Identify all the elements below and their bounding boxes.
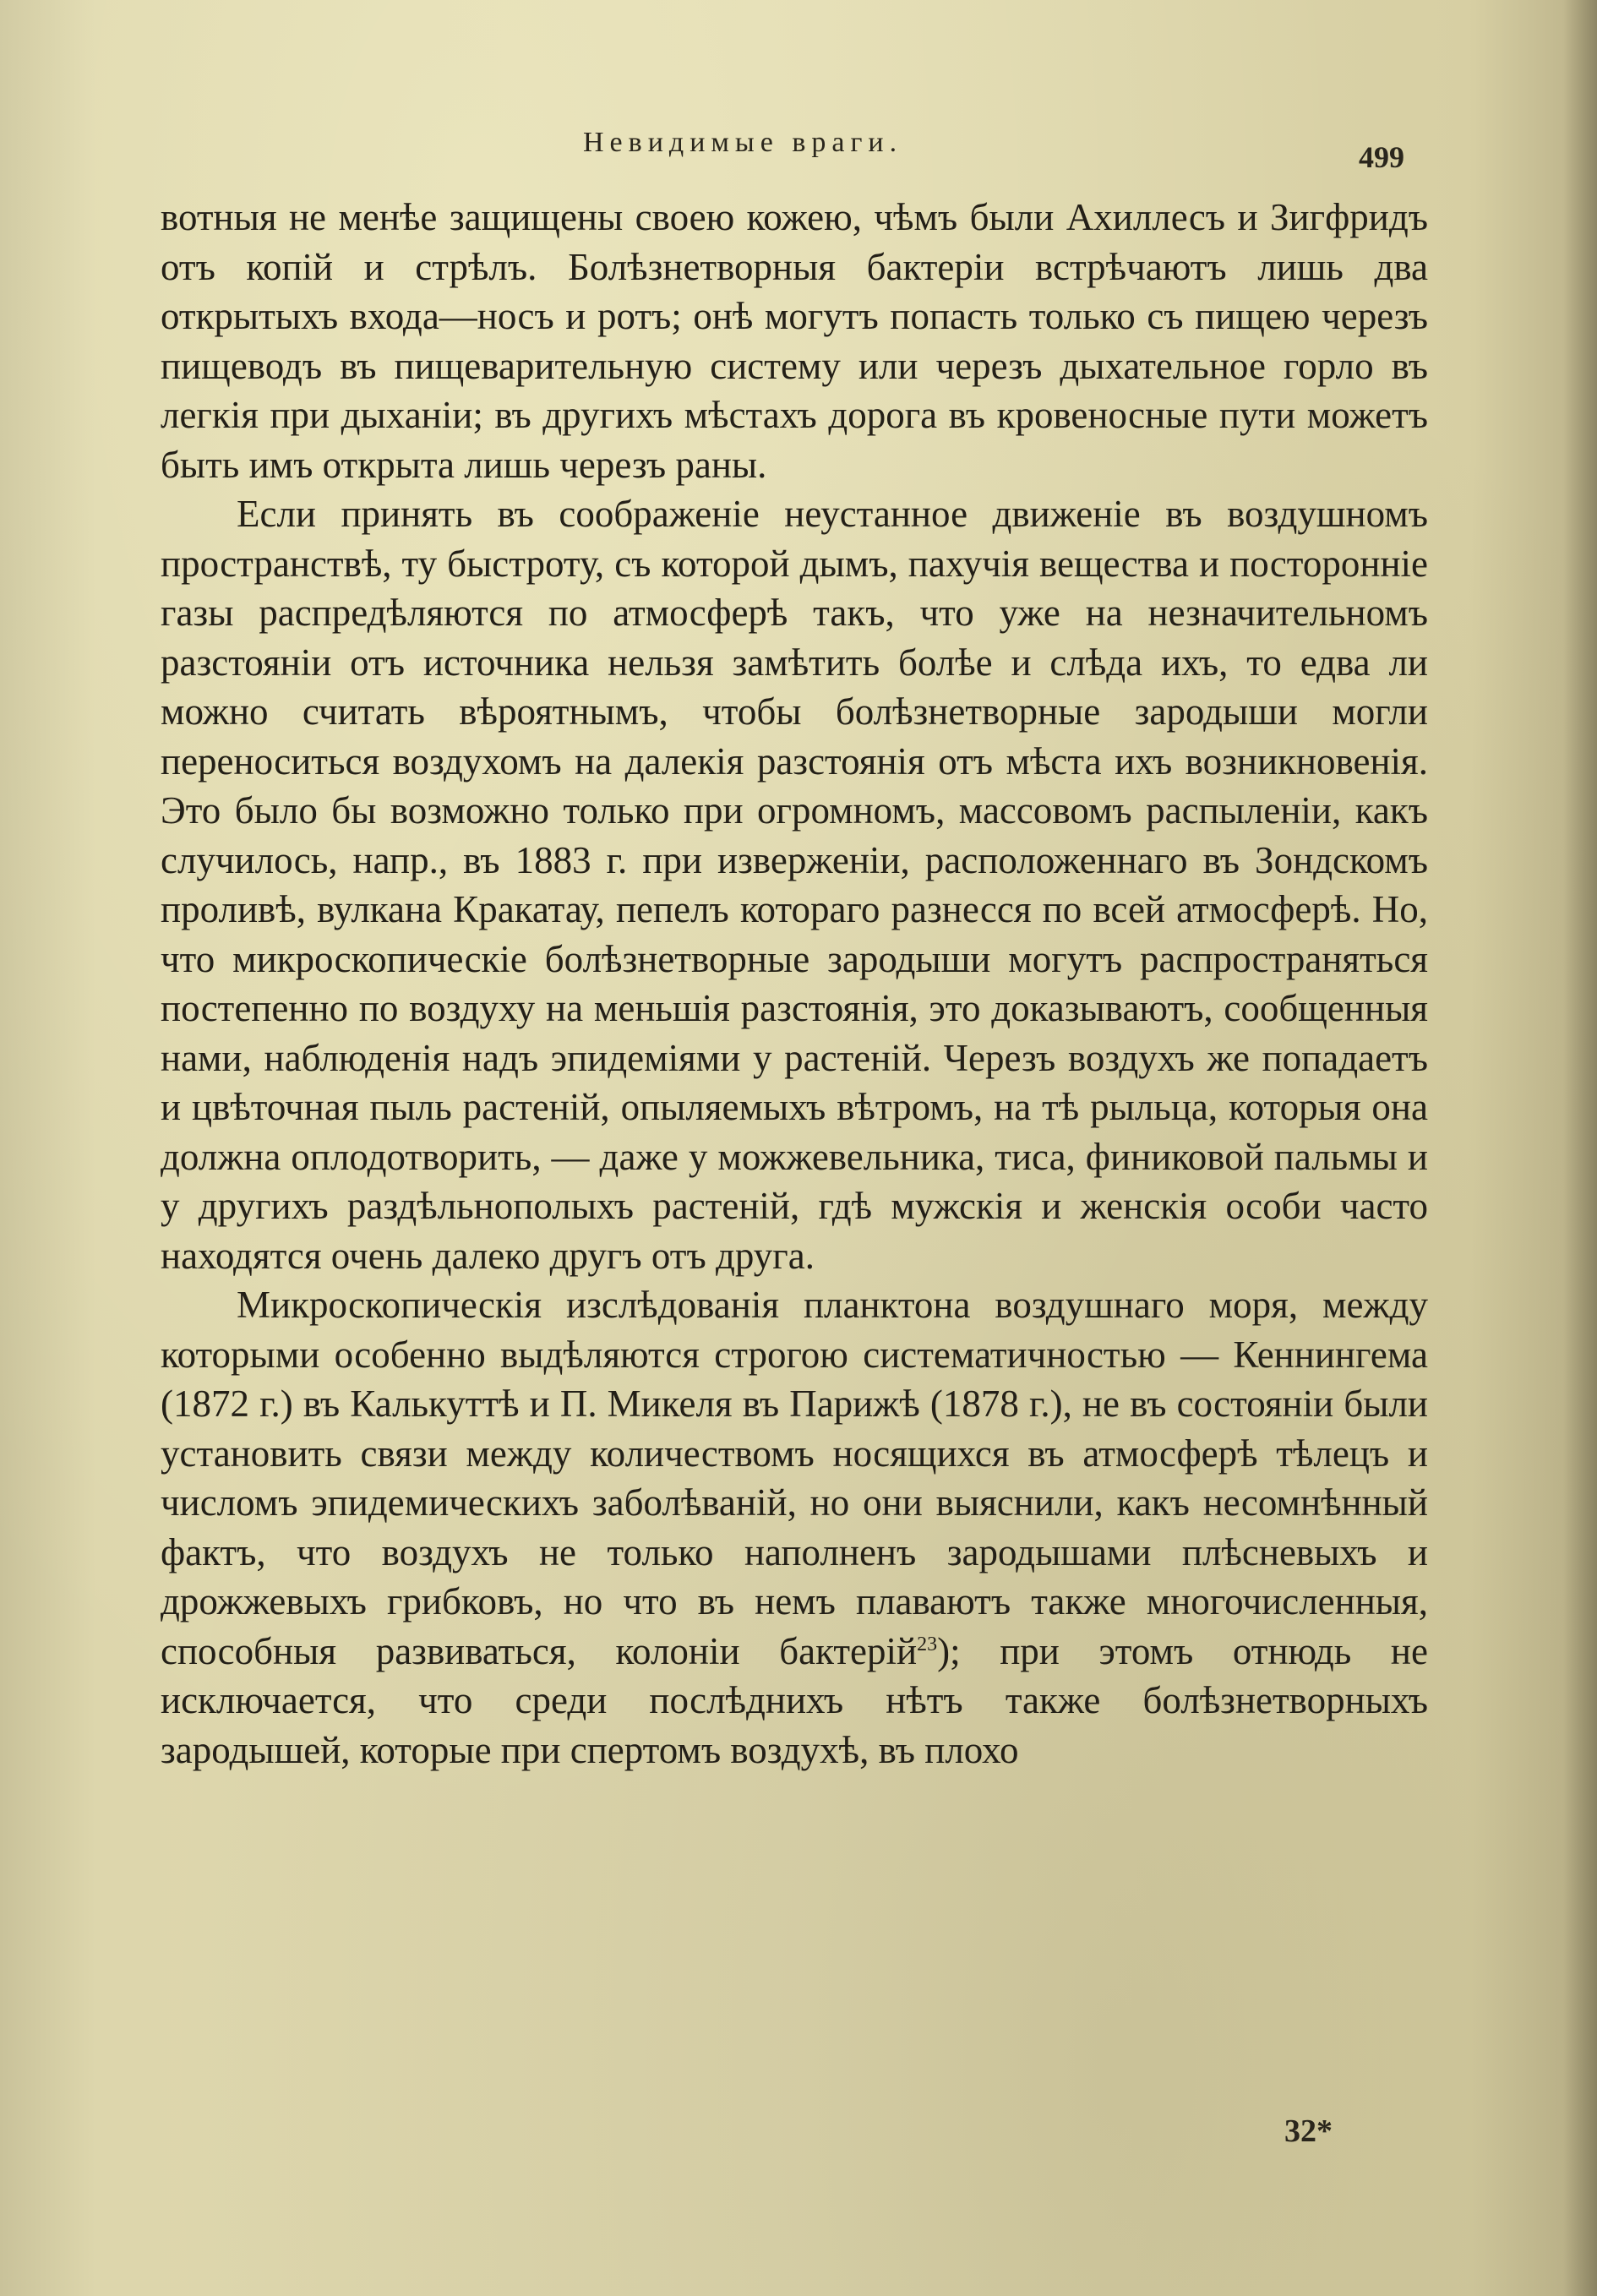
paragraph-1: вотныя не менѣе защищены своею кожею, чѣмъ были Ахиллесъ и Зигфридъ отъ копій и стрѣлъ. Болѣзнетворныя бактеріи встрѣчаютъ лишь два открытыхъ входа—носъ и ротъ; онѣ могутъ попасть только съ пищею черезъ пищеводъ въ пищеварительную систему или черезъ дыхательное горло въ легкія при дыханіи; въ другихъ мѣстахъ дорога въ кровеносные пути можетъ быть имъ открыта лишь черезъ раны. bbox=[161, 196, 1428, 486]
running-title: Невидимые враги. bbox=[583, 127, 903, 158]
paragraph-3 bbox=[161, 1280, 1428, 1775]
page-edge-shadow bbox=[1563, 0, 1597, 2296]
body-text bbox=[161, 193, 1428, 1775]
paragraph-3-text-end: ); при этомъ отнюдь не исключается, что среди послѣднихъ нѣтъ также болѣзнетворныхъ зародышей, которые при спертомъ воздухѣ, въ плохо bbox=[161, 1629, 1428, 1771]
footnote-reference[interactable]: 23 bbox=[917, 1633, 938, 1655]
paragraph-3-text-start: Микроскопическія изслѣдованія планктона воздушнаго моря, между которыми особенно выдѣляются строгою систематичностью — Кеннингема (1872 г.) въ Калькуттѣ и П. Микеля въ Парижѣ (1878 г.), не въ состояніи были установить связи между количествомъ носящихся въ атмосферѣ тѣлецъ и числомъ эпидемическихъ заболѣваній, но они выяснили, какъ несомнѣнный фактъ, что воздухъ не только наполненъ зародышами плѣсневыхъ и дрожжевыхъ грибковъ, но что въ немъ плаваютъ также многочисленныя, способныя развиваться, колоніи бактерій bbox=[161, 1284, 1428, 1672]
paragraph-2: Если принять въ соображеніе неустанное движеніе въ воздушномъ пространствѣ, ту быстроту, съ которой дымъ, пахучія вещества и посторонніе газы распредѣляются по атмосферѣ такъ, что уже на незначительномъ разстояніи отъ источника нельзя замѣтить болѣе и слѣда ихъ, то едва ли можно считать вѣроятнымъ, чтобы болѣзнетворные зародыши могли переноситься воздухомъ на далекія разстоянія отъ мѣста ихъ возникновенія. Это было бы возможно только при огромномъ, массовомъ распыленіи, какъ случилось, напр., въ 1883 г. при изверженіи, расположеннаго въ Зондскомъ проливѣ, вулкана Кракатау, пепелъ котораго разнесся по всей атмосферѣ. Но, что микроскопическіе болѣзнетворные зародыши могутъ распространяться постепенно по воздуху на меньшія разстоянія, это доказываютъ, сообщенныя нами, наблюденія надъ эпидеміями у растеній. Черезъ воздухъ же попадаетъ и цвѣточная пыль растеній, опыляемыхъ вѣтромъ, на тѣ рыльца, которыя она должна оплодотворить, — даже у можжевельника, тиса, финиковой пальмы и у другихъ раздѣльнополыхъ растеній, гдѣ мужскія и женскія особи часто находятся очень далеко другъ отъ друга. bbox=[161, 493, 1428, 1277]
signature-mark: 32* bbox=[1284, 2113, 1333, 2149]
page-number: 499 bbox=[1359, 140, 1404, 174]
